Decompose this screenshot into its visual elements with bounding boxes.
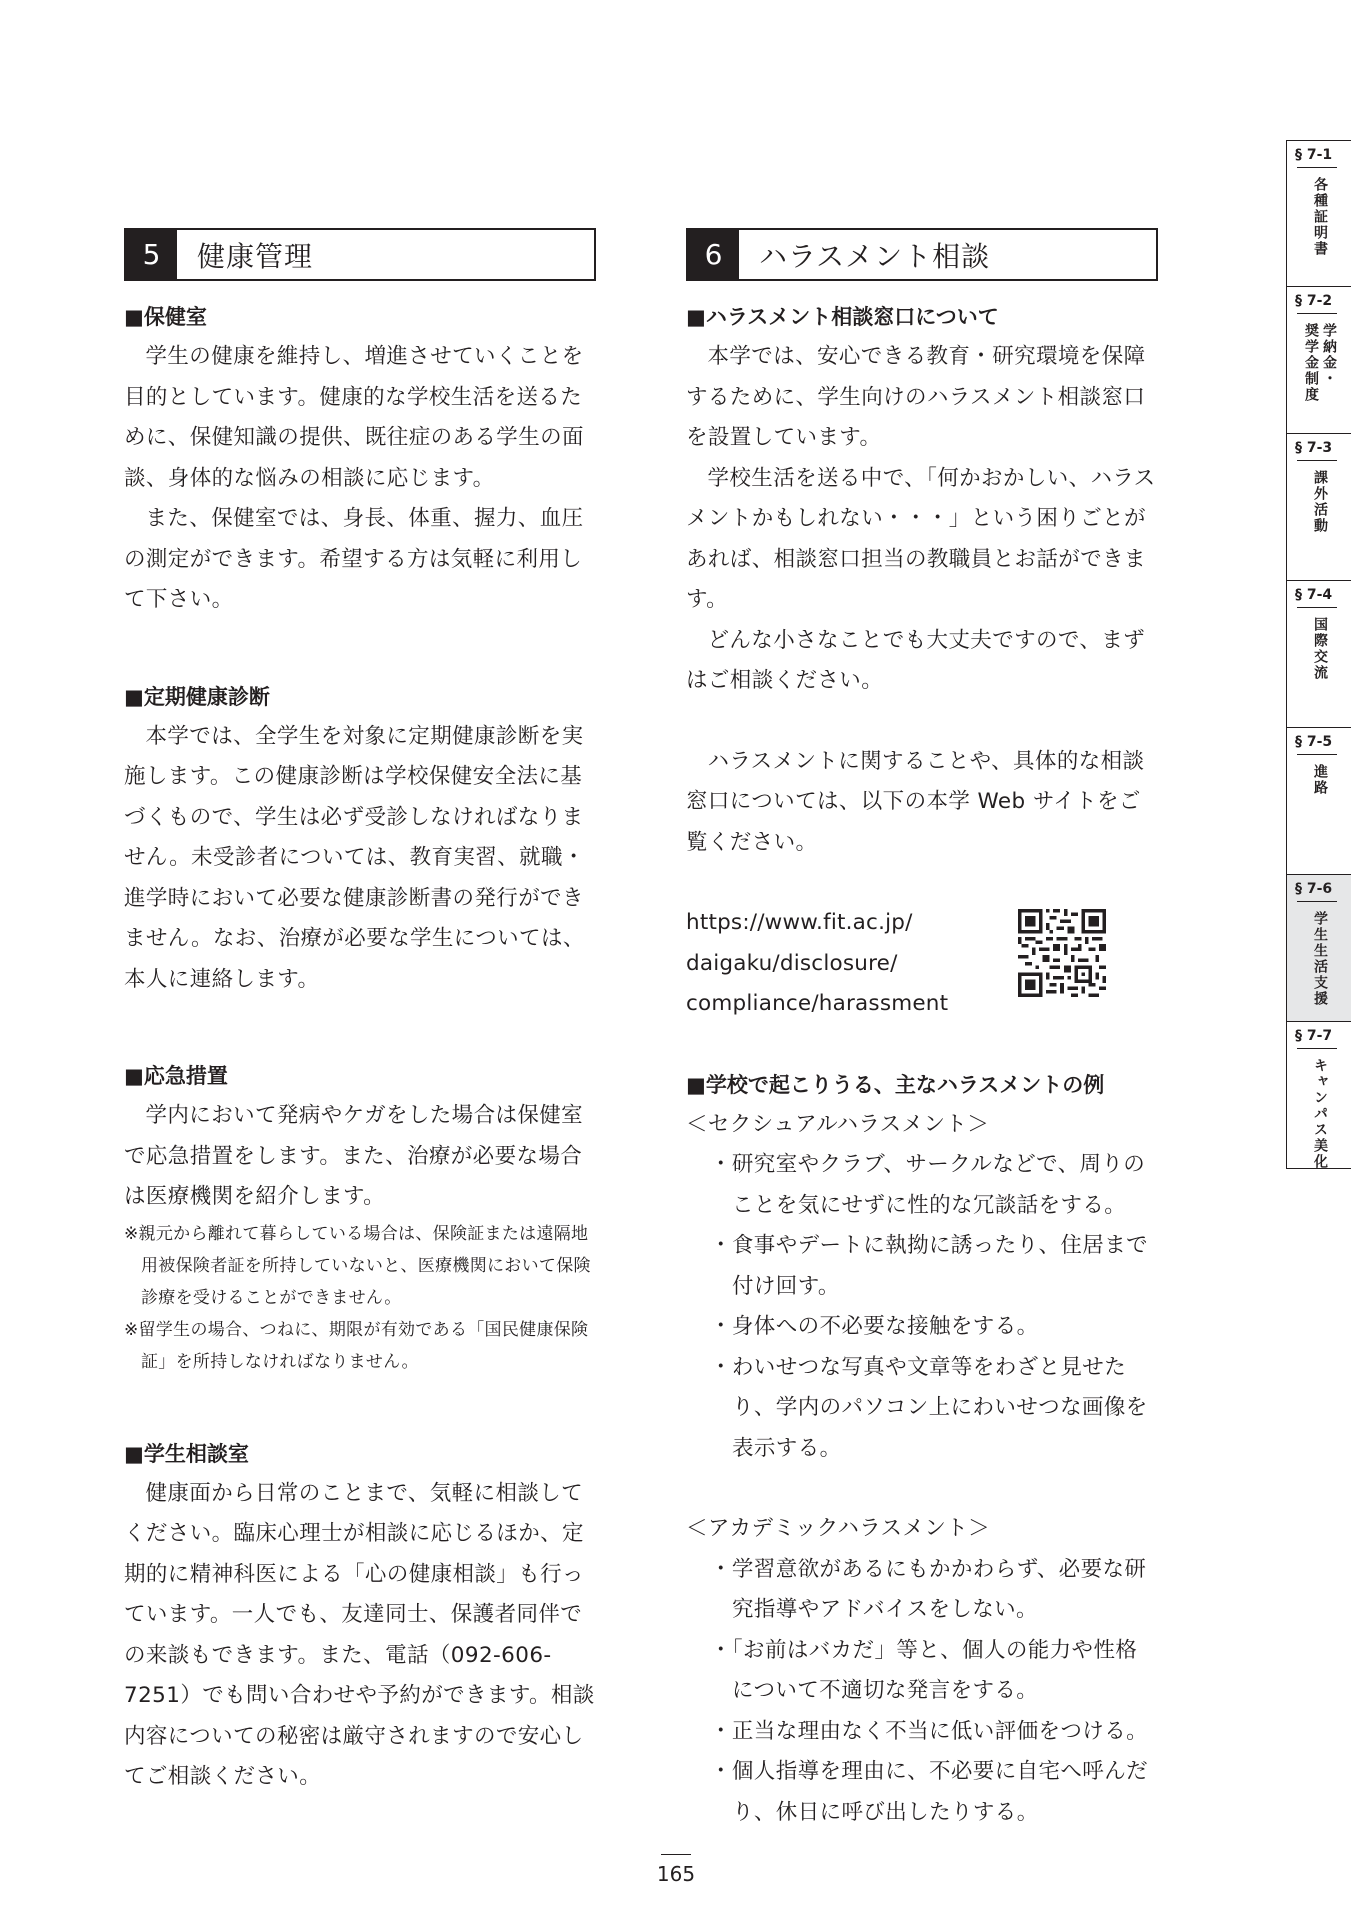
subheading-teiki-kenko-shindan: ■定期健康診断 xyxy=(124,684,270,709)
tab-label xyxy=(1297,470,1343,534)
tab-code: § 7-7 xyxy=(1295,1028,1333,1044)
sexual-harassment-list xyxy=(686,1145,1158,1469)
tab-label xyxy=(1297,911,1343,1007)
list-item: ・食事やデートに執拗に誘ったり、住居まで付け回す。 xyxy=(710,1233,1149,1299)
chapter-tab[interactable] xyxy=(1286,287,1351,434)
tab-label-text: 課外活動 xyxy=(1312,470,1328,534)
chapter-tab[interactable] xyxy=(1286,875,1351,1022)
paragraph: ハラスメントに関することや、具体的な相談窓口については、以下の本学 Web サイトをご覧ください。 xyxy=(686,748,1145,855)
tab-divider xyxy=(1297,460,1337,461)
tab-divider xyxy=(1297,607,1337,608)
section-title: ハラスメント相談 xyxy=(759,239,991,273)
paragraph: 本学では、全学生を対象に定期健康診断を実施します。この健康診断は学校保健安全法に基づくもので、学生は必ず受診しなければなりません。未受診者については、教育実習、就職・進学時において必要な健康診断書の発行ができません。なお、治療が必要な学生については、本人に連絡します。 xyxy=(124,723,585,992)
paragraph: 本学では、安心できる教育・研究環境を保障するために、学生向けのハラスメント相談窓口を設置しています。 xyxy=(686,344,1146,450)
list-item: ・学習意欲があるにもかかわらず、必要な研究指導やアドバイスをしない。 xyxy=(710,1556,1147,1622)
qr-code-icon xyxy=(1018,909,1106,997)
website-url[interactable]: compliance/harassment xyxy=(686,991,949,1016)
section-6-header xyxy=(686,228,1158,281)
list-item: ・「お前はバカだ」等と、個人の能力や性格について不適切な発言をする。 xyxy=(710,1637,1138,1703)
tab-label xyxy=(1297,1058,1343,1170)
paragraph: 健康面から日常のことまで、気軽に相談してください。臨床心理士が相談に応じるほか、定期的に精神科医による「心の健康相談」も行っています。一人でも、友達同士、保護者同伴での来談もできます。また、電話（092-606-7251）でも問い合わせや予約ができます。相談内容についての秘密は厳守されますので安心してご相談ください。 xyxy=(124,1480,595,1789)
tab-divider xyxy=(1297,754,1337,755)
tab-label-text: キャンパス美化 xyxy=(1312,1058,1328,1170)
chapter-tabs xyxy=(1286,140,1351,1169)
tab-label-text: 国際交流 xyxy=(1312,617,1328,681)
left-column xyxy=(124,228,596,1798)
tab-code: § 7-3 xyxy=(1295,440,1333,456)
subheading-harassment-examples: ■学校で起こりうる、主なハラスメントの例 xyxy=(686,1072,1105,1097)
note: ※親元から離れて暮らしている場合は、保険証または遠隔地用被保険者証を所持していないと、医療機関において保険診療を受けることができません。 xyxy=(124,1223,591,1308)
tab-label xyxy=(1297,177,1343,257)
list-item: ・正当な理由なく不当に低い評価をつける。 xyxy=(710,1718,1149,1744)
note: ※留学生の場合、つねに、期限が有効である「国民健康保険証」を所持しなければなりません。 xyxy=(124,1319,589,1372)
tab-divider xyxy=(1297,313,1337,314)
tab-divider xyxy=(1297,167,1337,168)
chapter-tab[interactable] xyxy=(1286,581,1351,728)
tab-divider xyxy=(1297,1048,1337,1049)
academic-harassment-list xyxy=(686,1550,1158,1834)
tab-label-text: 進路 xyxy=(1312,764,1328,796)
tab-code: § 7-1 xyxy=(1295,147,1333,163)
tab-label-text: 各種証明書 xyxy=(1312,177,1328,257)
subheading-gakusei-soudanshitsu: ■学生相談室 xyxy=(124,1441,249,1466)
tab-code: § 7-4 xyxy=(1295,587,1333,603)
tab-code: § 7-2 xyxy=(1295,293,1333,309)
chapter-tab[interactable] xyxy=(1286,434,1351,581)
chapter-tab[interactable] xyxy=(1286,1022,1351,1169)
tab-code: § 7-5 xyxy=(1295,734,1333,750)
list-item: ・研究室やクラブ、サークルなどで、周りのことを気にせずに性的な冗談話をする。 xyxy=(710,1152,1146,1218)
tab-label xyxy=(1297,764,1343,796)
tab-code: § 7-6 xyxy=(1295,881,1333,897)
section-title: 健康管理 xyxy=(197,239,314,273)
page-number: 165 xyxy=(656,1862,696,1886)
list-item: ・個人指導を理由に、不必要に自宅へ呼んだり、休日に呼び出したりする。 xyxy=(710,1759,1149,1825)
subheading-hokenshitsu: ■保健室 xyxy=(124,305,207,329)
paragraph: 学校生活を送る中で、「何かおかしい、ハラスメントかもしれない・・・」という困りごとがあれば、相談窓口担当の教職員とお話ができます。 xyxy=(686,465,1156,612)
tab-label-text: 学納金・ xyxy=(1321,323,1337,387)
chapter-tab[interactable] xyxy=(1286,728,1351,875)
tab-label-text: 学生生活支援 xyxy=(1312,911,1328,1007)
website-link-block xyxy=(686,903,1158,1025)
website-url[interactable]: daigaku/disclosure/ xyxy=(686,950,898,976)
section-5-header xyxy=(124,228,596,281)
section-number: 6 xyxy=(688,230,739,279)
category-title-academic: ＜アカデミックハラスメント＞ xyxy=(686,1516,991,1541)
chapter-tab[interactable] xyxy=(1286,140,1351,287)
subheading-oukyu-sochi: ■応急措置 xyxy=(124,1064,228,1088)
website-url[interactable]: https://www.fit.ac.jp/ xyxy=(686,910,913,935)
paragraph: また、保健室では、身長、体重、握力、血圧の測定ができます。希望する方は気軽に利用して下さい。 xyxy=(124,506,584,612)
tab-label xyxy=(1297,617,1343,681)
list-item: ・身体への不必要な接触をする。 xyxy=(710,1314,1039,1339)
tab-label xyxy=(1297,323,1343,403)
paragraph: 学生の健康を維持し、増進させていくことを目的としています。健康的な学校生活を送るために、保健知識の提供、既往症のある学生の面談、身体的な悩みの相談に応じます。 xyxy=(124,344,584,491)
paragraph: どんな小さなことでも大丈夫ですので、まずはご相談ください。 xyxy=(686,627,1146,693)
category-title-sexual: ＜セクシュアルハラスメント＞ xyxy=(686,1111,990,1137)
list-item: ・わいせつな写真や文章等をわざと見せたり、学内のパソコン上にわいせつな画像を表示する。 xyxy=(710,1354,1148,1461)
section-number: 5 xyxy=(126,230,177,279)
paragraph: 学内において発病やケガをした場合は保健室で応急措置をします。また、治療が必要な場合は医療機関を紹介します。 xyxy=(124,1103,584,1209)
page-number-rule xyxy=(661,1854,691,1855)
tab-divider xyxy=(1297,901,1337,902)
right-column xyxy=(686,228,1158,1833)
subheading-harassment-madoguchi: ■ハラスメント相談窓口について xyxy=(686,305,999,329)
tab-label-text: 奨学金制度 xyxy=(1303,323,1319,403)
